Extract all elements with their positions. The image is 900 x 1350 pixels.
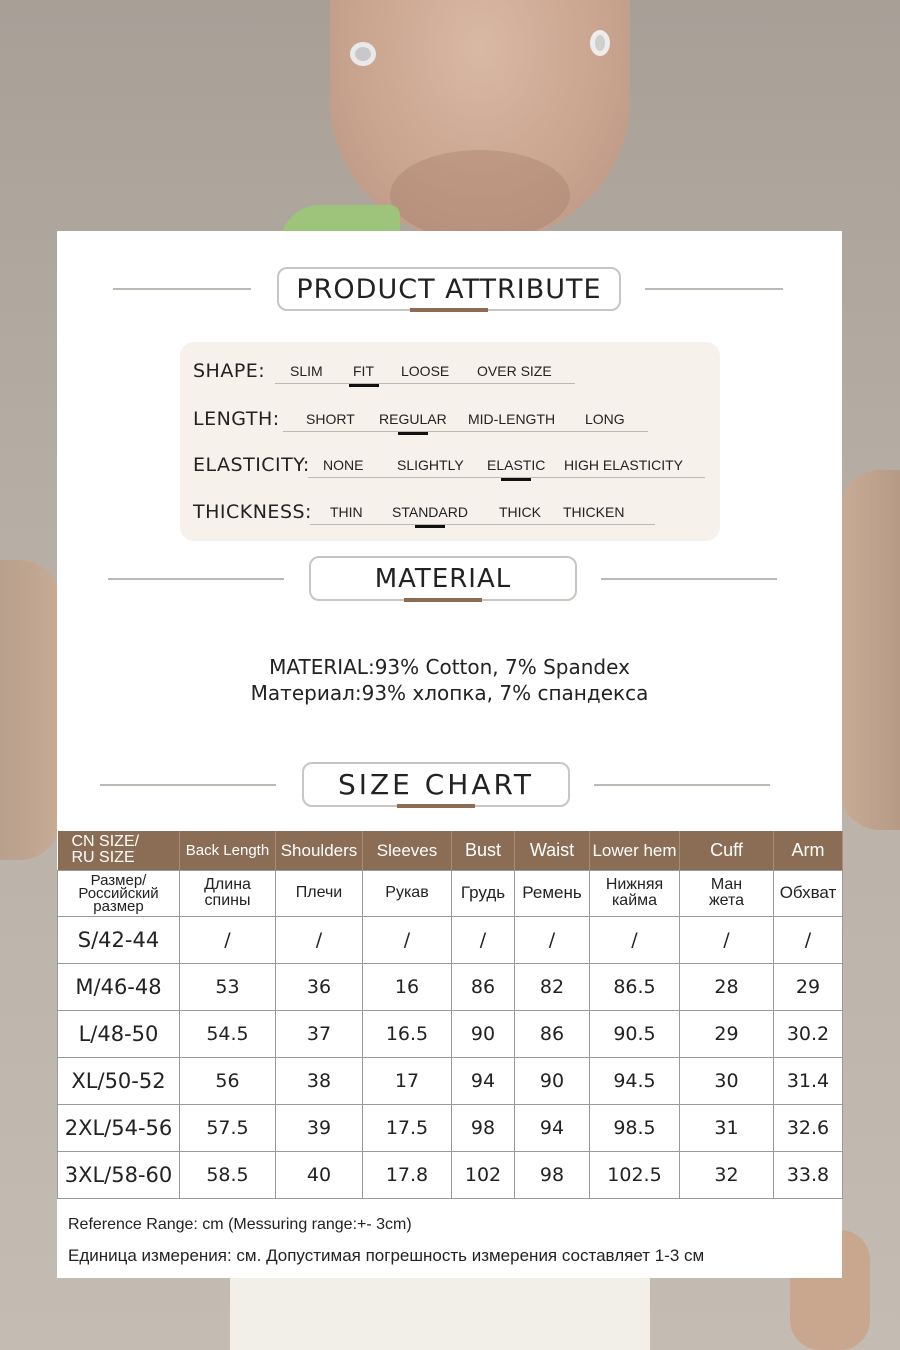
divider-line (601, 578, 777, 580)
reference-note-en: Reference Range: cm (Messuring range:+- 3cm) (68, 1216, 412, 1233)
divider-line (108, 578, 284, 580)
table-cell: 37 (276, 1010, 363, 1057)
table-cell: 32 (680, 1151, 774, 1198)
earring-right (590, 30, 610, 56)
table-cell: 36 (276, 963, 363, 1010)
attribute-underline (310, 524, 655, 525)
attribute-underline (283, 431, 648, 432)
attribute-row-elasticity (180, 448, 720, 478)
table-cell: 32.6 (774, 1104, 843, 1151)
table-cell: 17 (363, 1057, 452, 1104)
model-arm-left (0, 560, 60, 860)
table-header-cell: CN SIZE/ RU SIZE (58, 831, 180, 870)
table-cell: / (680, 916, 774, 963)
table-cell: 90 (452, 1010, 515, 1057)
attribute-option-selected: ELASTIC (487, 457, 546, 473)
table-cell: 29 (680, 1010, 774, 1057)
table-cell: 56 (180, 1057, 276, 1104)
table-cell: 29 (774, 963, 843, 1010)
material-text-en: MATERIAL:93% Cotton, 7% Spandex (269, 655, 630, 679)
table-cell: Рукав (363, 870, 452, 916)
divider-line (645, 288, 783, 290)
table-row (58, 1057, 843, 1104)
table-header-cell: Arm (774, 831, 843, 870)
size-chart-heading-text: SIZE CHART (337, 768, 535, 801)
attribute-option: SHORT (306, 411, 355, 427)
table-cell: 98 (452, 1104, 515, 1151)
table-cell: / (774, 916, 843, 963)
attribute-label: SHAPE: (193, 360, 266, 382)
attribute-box (180, 342, 720, 541)
attribute-row-length (180, 402, 720, 432)
table-cell: 58.5 (180, 1151, 276, 1198)
table-cell: 16.5 (363, 1010, 452, 1057)
table-cell: Ман жета (680, 870, 774, 916)
table-cell: 98.5 (590, 1104, 680, 1151)
table-cell: 94 (515, 1104, 590, 1151)
attribute-option: LONG (585, 411, 625, 427)
material-text-ru: Материал:93% хлопка, 7% спандекса (250, 681, 649, 705)
table-cell: M/46-48 (58, 963, 180, 1010)
table-cell: 90 (515, 1057, 590, 1104)
table-cell: 2XL/54-56 (58, 1104, 180, 1151)
table-cell: 57.5 (180, 1104, 276, 1151)
attribute-option: THICKEN (563, 504, 625, 520)
table-cell: 30 (680, 1057, 774, 1104)
heading-accent-bar (410, 308, 488, 312)
table-cell: 39 (276, 1104, 363, 1151)
table-header-row-en (58, 831, 843, 870)
table-row (58, 1151, 843, 1198)
attribute-underline (275, 383, 575, 384)
attribute-label: THICKNESS: (193, 501, 312, 523)
table-cell: 16 (363, 963, 452, 1010)
white-pants (230, 1270, 650, 1350)
table-header-cell: Sleeves (363, 831, 452, 870)
size-chart-table (57, 831, 843, 1199)
attribute-option: THIN (330, 504, 363, 520)
table-cell: 86 (452, 963, 515, 1010)
table-header-cell: Cuff (680, 831, 774, 870)
product-attribute-heading-text: PRODUCT ATTRIBUTE (296, 273, 602, 305)
table-header-cell: Shoulders (276, 831, 363, 870)
attribute-label: ELASTICITY: (193, 454, 310, 476)
attribute-option: THICK (499, 504, 541, 520)
info-card (57, 231, 842, 1278)
table-cell: 40 (276, 1151, 363, 1198)
attribute-row-shape (180, 354, 720, 384)
table-row (58, 963, 843, 1010)
divider-line (113, 288, 251, 290)
table-cell: 33.8 (774, 1151, 843, 1198)
attribute-option-selected: STANDARD (392, 504, 468, 520)
model-neck-shadow (390, 150, 570, 240)
heading-accent-bar (397, 804, 475, 808)
table-header-cell: Waist (515, 831, 590, 870)
attribute-option: NONE (323, 457, 364, 473)
table-cell: Грудь (452, 870, 515, 916)
table-cell: / (452, 916, 515, 963)
attribute-option: LOOSE (401, 363, 450, 379)
table-cell: 31.4 (774, 1057, 843, 1104)
table-cell: Ремень (515, 870, 590, 916)
attribute-option: OVER SIZE (477, 363, 552, 379)
attribute-option-selected: FIT (353, 363, 374, 379)
model-arm-right (840, 470, 900, 830)
table-cell: 38 (276, 1057, 363, 1104)
attribute-option-selected: REGULAR (379, 411, 447, 427)
heading-accent-bar (404, 598, 482, 602)
table-cell: 30.2 (774, 1010, 843, 1057)
table-cell: / (363, 916, 452, 963)
table-cell: 86 (515, 1010, 590, 1057)
table-cell: 28 (680, 963, 774, 1010)
earring-left (350, 42, 376, 66)
table-row (58, 1010, 843, 1057)
table-cell: 98 (515, 1151, 590, 1198)
table-cell: 17.8 (363, 1151, 452, 1198)
table-cell: 3XL/58-60 (58, 1151, 180, 1198)
table-cell: Нижняя кайма (590, 870, 680, 916)
table-cell: 102.5 (590, 1151, 680, 1198)
table-cell: 94.5 (590, 1057, 680, 1104)
table-cell: XL/50-52 (58, 1057, 180, 1104)
table-cell: Размер/ Российский размер (58, 870, 180, 916)
divider-line (100, 784, 276, 786)
table-header-cell: Bust (452, 831, 515, 870)
table-cell: 86.5 (590, 963, 680, 1010)
table-cell: Обхват (774, 870, 843, 916)
table-cell: 17.5 (363, 1104, 452, 1151)
table-cell: Плечи (276, 870, 363, 916)
attribute-option: SLIM (290, 363, 323, 379)
table-cell: 90.5 (590, 1010, 680, 1057)
material-heading-text: MATERIAL (374, 563, 512, 594)
table-header-cell: Lower hem (590, 831, 680, 870)
attribute-option: SLIGHTLY (397, 457, 464, 473)
attribute-option: HIGH ELASTICITY (564, 457, 684, 473)
table-cell: 82 (515, 963, 590, 1010)
table-cell: 31 (680, 1104, 774, 1151)
attribute-label: LENGTH: (193, 408, 280, 430)
table-row (58, 916, 843, 963)
table-row (58, 1104, 843, 1151)
reference-note-ru: Единица измерения: см. Допустимая погрешность измерения составляет 1-3 см (68, 1246, 705, 1265)
table-cell: Длина спины (180, 870, 276, 916)
size-chart-heading (302, 762, 570, 807)
attribute-row-thickness (180, 495, 720, 525)
table-cell: L/48-50 (58, 1010, 180, 1057)
table-cell: S/42-44 (58, 916, 180, 963)
table-cell: / (180, 916, 276, 963)
table-cell: / (590, 916, 680, 963)
attribute-option: MID-LENGTH (468, 411, 556, 427)
table-header-row-ru (58, 870, 843, 916)
table-cell: 54.5 (180, 1010, 276, 1057)
table-cell: / (515, 916, 590, 963)
table-cell: 94 (452, 1057, 515, 1104)
table-cell: / (276, 916, 363, 963)
table-cell: 102 (452, 1151, 515, 1198)
divider-line (594, 784, 770, 786)
product-attribute-heading (277, 267, 621, 311)
material-heading (309, 556, 577, 601)
table-header-cell: Back Length (180, 831, 276, 870)
table-cell: 53 (180, 963, 276, 1010)
